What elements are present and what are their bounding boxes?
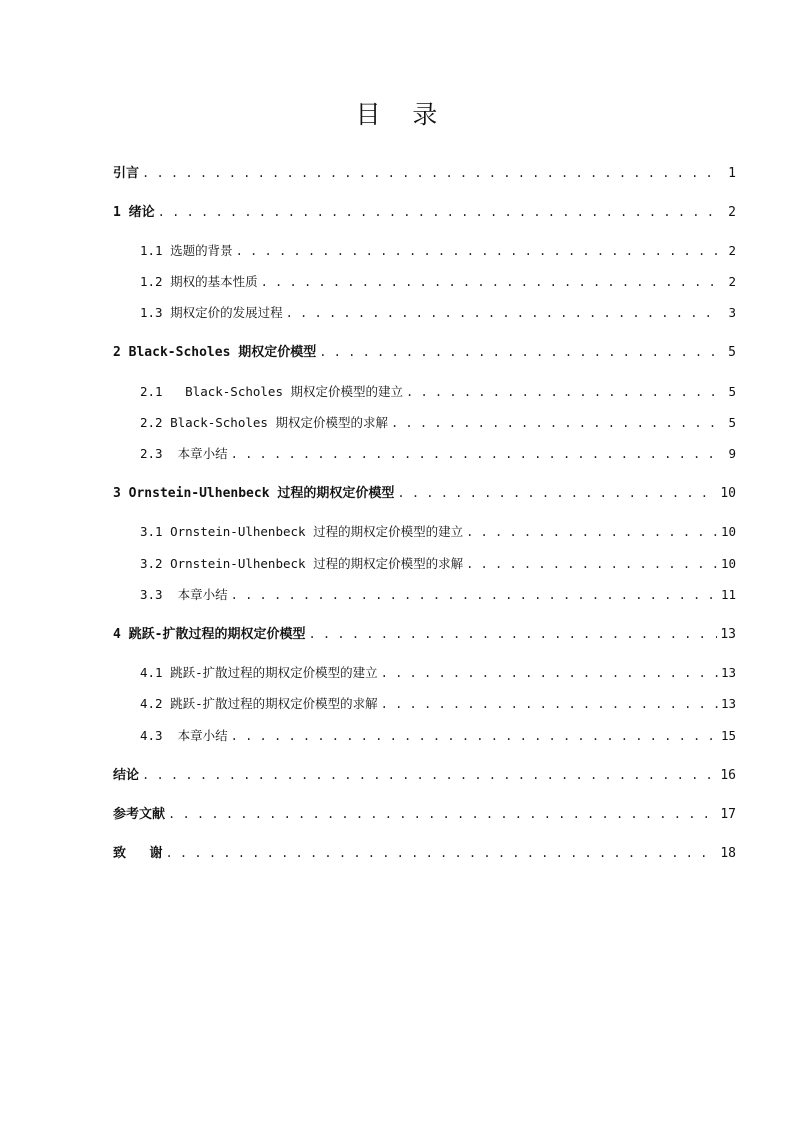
toc-leader-dots xyxy=(142,163,719,184)
toc-entry-page: 15 xyxy=(720,728,736,743)
toc-entry-label: 3.2 Ornstein-Ulhenbeck 过程的期权定价模型的求解 xyxy=(140,556,464,571)
toc-leader-dots xyxy=(381,694,718,714)
toc-entry-section-2-2[interactable] xyxy=(140,413,736,433)
toc-entry-section-4-2[interactable] xyxy=(140,694,736,714)
toc-leader-dots xyxy=(231,444,719,464)
toc-entry-page: 11 xyxy=(720,587,736,602)
toc-entry-page: 5 xyxy=(728,384,736,399)
toc-entry-references[interactable] xyxy=(113,804,736,824)
toc-entry-conclusion[interactable] xyxy=(113,765,736,785)
toc-entry-chapter-4[interactable] xyxy=(113,624,736,644)
toc-entry-chapter-1[interactable] xyxy=(113,202,736,222)
toc-entry-label: 3.3 本章小结 xyxy=(140,587,228,602)
page-title: 目 录 xyxy=(355,100,438,129)
toc-leader-dots xyxy=(466,522,718,542)
toc-entry-chapter-2[interactable] xyxy=(113,342,736,362)
toc-entry-label: 1 绪论 xyxy=(113,205,155,220)
toc-entry-label: 引言 xyxy=(113,166,140,181)
toc-leader-dots xyxy=(286,303,719,323)
toc-entry-page: 2 xyxy=(728,243,736,258)
toc-entry-page: 10 xyxy=(720,486,736,501)
toc-entry-section-2-1[interactable] xyxy=(140,382,736,402)
toc-leader-dots xyxy=(231,726,718,746)
toc-leader-dots xyxy=(319,342,719,363)
toc-leader-dots xyxy=(397,483,717,504)
toc-entry-page: 5 xyxy=(728,415,736,430)
toc-leader-dots xyxy=(466,554,718,574)
toc-entry-label: 结论 xyxy=(113,768,140,783)
toc-entry-page: 2 xyxy=(728,274,736,289)
toc-entry-page: 18 xyxy=(720,846,736,861)
toc-entry-page: 9 xyxy=(728,446,736,461)
toc-entry-section-1-1[interactable] xyxy=(140,241,736,261)
toc-leader-dots xyxy=(381,663,718,683)
toc-entry-page: 3 xyxy=(728,305,736,320)
toc-entry-label: 2.2 Black-Scholes 期权定价模型的求解 xyxy=(140,415,388,430)
toc-leader-dots xyxy=(236,241,719,261)
toc-entry-page: 1 xyxy=(728,166,736,181)
toc-entry-section-2-3[interactable] xyxy=(140,444,736,464)
toc-entry-label: 1.2 期权的基本性质 xyxy=(140,274,258,289)
toc-leader-dots xyxy=(308,624,717,645)
toc-entry-page: 13 xyxy=(720,696,736,711)
toc-entry-acknowledgements[interactable] xyxy=(113,843,736,863)
toc-entry-label: 2.1 Black-Scholes 期权定价模型的建立 xyxy=(140,384,404,399)
toc-leader-dots xyxy=(142,765,717,786)
toc-entry-section-3-3[interactable] xyxy=(140,585,736,605)
toc-entry-page: 17 xyxy=(720,807,736,822)
toc-leader-dots xyxy=(391,413,719,433)
toc-entry-label: 2.3 本章小结 xyxy=(140,446,228,461)
toc-entry-page: 13 xyxy=(720,627,736,642)
toc-entry-page: 2 xyxy=(728,205,736,220)
toc-entry-label: 3 Ornstein-Ulhenbeck 过程的期权定价模型 xyxy=(113,486,395,501)
toc-entry-label: 参考文献 xyxy=(113,807,166,822)
toc-entry-label: 4.1 跳跃-扩散过程的期权定价模型的建立 xyxy=(140,665,378,680)
toc-leader-dots xyxy=(231,585,718,605)
toc-entry-label: 4 跳跃-扩散过程的期权定价模型 xyxy=(113,627,306,642)
toc-entry-label: 3.1 Ornstein-Ulhenbeck 过程的期权定价模型的建立 xyxy=(140,524,464,539)
toc-entry-label: 1.3 期权定价的发展过程 xyxy=(140,305,283,320)
toc-entry-page: 10 xyxy=(720,556,736,571)
toc-entry-page: 10 xyxy=(720,524,736,539)
toc-leader-dots xyxy=(168,804,717,825)
toc-entry-section-3-2[interactable] xyxy=(140,554,736,574)
toc-leader-dots xyxy=(158,202,719,223)
toc-entry-page: 13 xyxy=(720,665,736,680)
toc-entry-label: 4.2 跳跃-扩散过程的期权定价模型的求解 xyxy=(140,696,378,711)
toc-entry-label: 1.1 选题的背景 xyxy=(140,243,233,258)
toc-leader-dots xyxy=(406,382,719,402)
toc-entry-label: 4.3 本章小结 xyxy=(140,728,228,743)
toc-entry-page: 5 xyxy=(728,345,736,360)
toc-entry-section-1-3[interactable] xyxy=(140,303,736,323)
toc-entry-label: 致 谢 xyxy=(113,846,163,861)
toc-entry-intro[interactable] xyxy=(113,163,736,183)
toc-leader-dots xyxy=(261,272,719,292)
toc-entry-label: 2 Black-Scholes 期权定价模型 xyxy=(113,345,317,360)
toc-entry-section-3-1[interactable] xyxy=(140,522,736,542)
toc-entry-section-1-2[interactable] xyxy=(140,272,736,292)
toc-leader-dots xyxy=(165,843,717,864)
toc-entry-page: 16 xyxy=(720,768,736,783)
toc-entry-section-4-3[interactable] xyxy=(140,726,736,746)
toc-entry-section-4-1[interactable] xyxy=(140,663,736,683)
toc-entry-chapter-3[interactable] xyxy=(113,483,736,503)
